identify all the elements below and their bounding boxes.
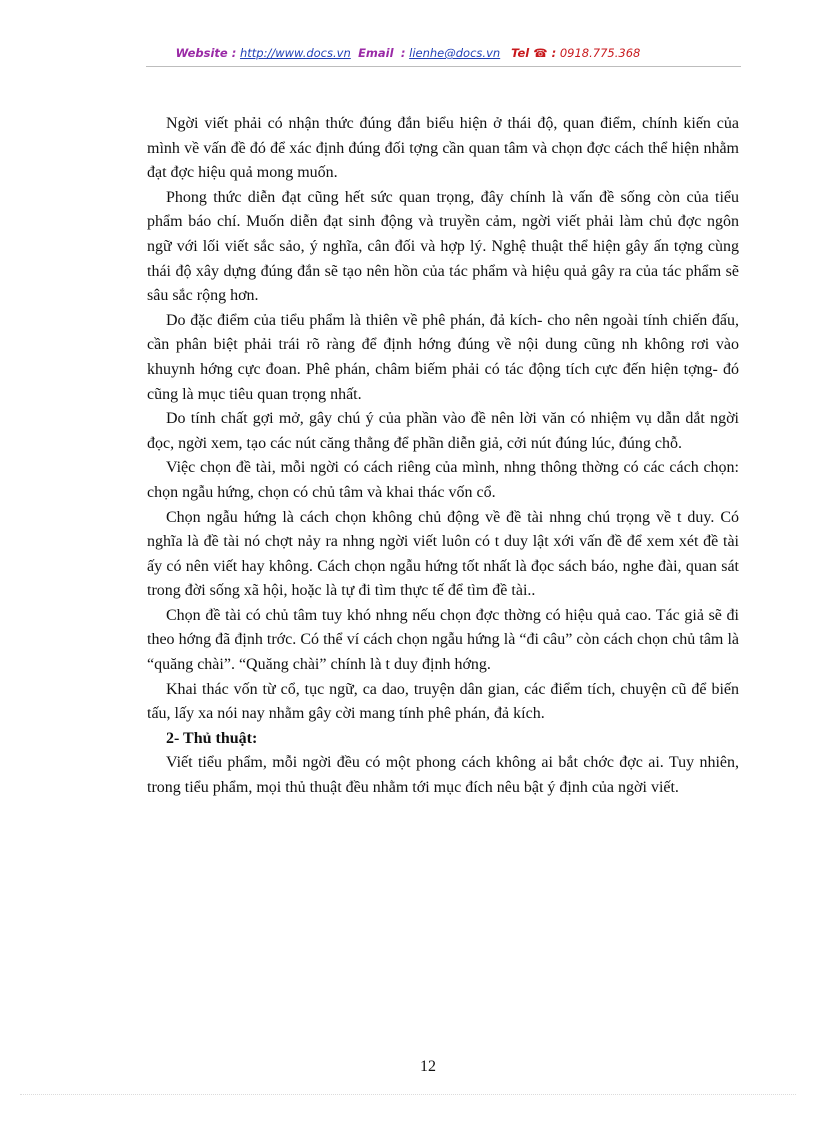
tel-label: Tel ☎ : [511, 46, 557, 60]
paragraph: Do đặc điểm của tiểu phẩm là thiên về phê phán, đả kích- cho nên ngoài tính chiến đấu, cần phân biệt phải trái rõ ràng để định hớng đúng về nội dung cũng nh không rơi vào khuynh hớng cực đoan. Phê phán, châm biếm phải có tác động tích cực đến hiện tợng- đó cũng là mục tiêu quan trọng nhất. [147, 311, 739, 403]
page-number: 12 [420, 1058, 436, 1075]
header-divider [146, 66, 741, 67]
paragraph: Do tính chất gợi mở, gây chú ý của phần vào đề nên lời văn có nhiệm vụ dẫn dắt ngời đọc, ngời xem, tạo các nút căng thẳng để phần diễn giả, cởi nút đúng lúc, đúng chỗ. [147, 410, 739, 452]
paragraph: Chọn ngẫu hứng là cách chọn không chủ động về đề tài nhng chú trọng về t duy. Có nghĩa là đề tài nó chợt nảy ra nhng ngời viết luôn có t duy lật xới vấn đề để xem xét đề tài ấy có nên viết hay không. Cách chọn ngẫu hứng tốt nhất là đọc sách báo, nghe đài, quan sát trong đời sống xã hội, hoặc là tự đi tìm thực tế để tìm đề tài.. [147, 508, 739, 600]
website-label: Website : [175, 46, 237, 60]
email-label: Email [358, 46, 394, 60]
footer-divider [20, 1094, 796, 1095]
paragraph: Khai thác vốn từ cổ, tục ngữ, ca dao, truyện dân gian, các điểm tích, chuyện cũ để biến tấu, lấy xa nói nay nhằm gây cời mang tính phê phán, đả kích. [147, 680, 739, 723]
tel-number: 0918.775.368 [559, 46, 641, 60]
paragraph: Chọn đề tài có chủ tâm tuy khó nhng nếu chọn đợc thờng có hiệu quả cao. Tác giả sẽ đi theo hớng đã định trớc. Có thể ví cách chọn ngẫu hứng là “đi câu” còn cách chọn chủ tâm là “quăng chài”. “Quăng chài” chính là t duy định hớng. [147, 606, 739, 674]
email-separator: : [400, 46, 406, 60]
email-link[interactable]: lienhe@docs.vn [409, 46, 501, 60]
section-heading: 2- Thủ thuật: [166, 729, 258, 747]
paragraph: Ngời viết phải có nhận thức đúng đắn biểu hiện ở thái độ, quan điểm, chính kiến của mình về vấn đề đó để xác định đúng đối tợng cần quan tâm và chọn đợc cách thể hiện nhằm đạt đợc hiệu quả mong muốn. [147, 115, 739, 182]
paragraph: Việc chọn đề tài, mỗi ngời có cách riêng của mình, nhng thông thờng có các cách chọn: chọn ngẫu hứng, chọn có chủ tâm và khai thác vốn cổ. [147, 459, 739, 501]
website-link[interactable]: http://www.docs.vn [239, 46, 351, 60]
paragraph: Viết tiểu phẩm, mỗi ngời đều có một phong cách không ai bắt chớc đợc ai. Tuy nhiên, trong tiểu phẩm, mọi thủ thuật đều nhằm tới mục đích nêu bật ý định của ngời viết. [147, 754, 739, 797]
paragraph: Phong thức diễn đạt cũng hết sức quan trọng, đây chính là vấn đề sống còn của tiểu phẩm báo chí. Muốn diễn đạt sinh động và truyền cảm, ngời viết phải làm chủ đợc ngôn ngữ với lối viết sắc sảo, ý nghĩa, cân đối và hợp lý. Nghệ thuật thể hiện gây ấn tợng cùng thái độ xây dựng đúng đắn sẽ tạo nên hồn của tác phẩm và hiệu quả gây ra của tác phẩm sẽ sâu sắc rộng hơn. [147, 188, 739, 305]
document-body [147, 112, 739, 801]
page-header [0, 46, 816, 60]
